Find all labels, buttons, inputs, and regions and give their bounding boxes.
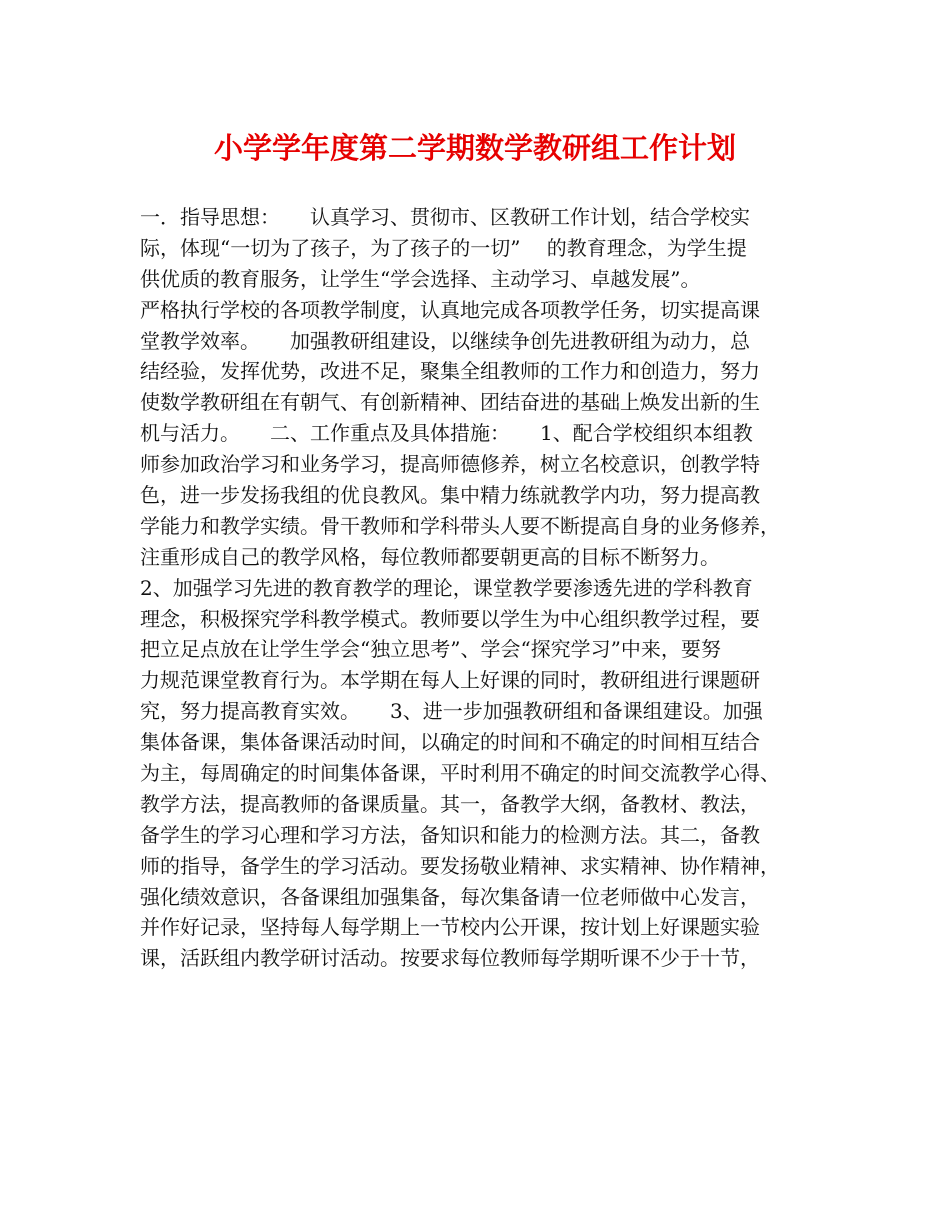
body-text-line: 课，活跃组内教学研讨活动。按要求每位教师每学期听课不少于十节， (140, 946, 760, 971)
body-text-line: 严格执行学校的各项教学制度，认真地完成各项教学任务，切实提高课 (140, 297, 760, 322)
body-text-line: 力规范课堂教育行为。本学期在每人上好课的同时，教研组进行课题研 (140, 668, 760, 693)
body-text-line: 色，进一步发扬我组的优良教风。集中精力练就教学内功，努力提高教 (140, 483, 760, 508)
body-text-line: 学能力和教学实绩。骨干教师和学科带头人要不断提高自身的业务修养， (140, 513, 780, 538)
body-text-line: 把立足点放在让学生学会“独立思考”、学会“探究学习”中来，要努 (140, 637, 721, 662)
document-body (140, 202, 820, 974)
body-text-line: 强化绩效意识，各备课组加强集备，每次集备请一位老师做中心发言， (140, 884, 760, 909)
body-text-line: 使数学教研组在有朝气、有创新精神、团结奋进的基础上焕发出新的生 (140, 390, 760, 415)
body-text-line: 理念，积极探究学科教学模式。教师要以学生为中心组织教学过程，要 (140, 606, 760, 631)
body-text-line: 教学方法，提高教师的备课质量。其一，备教学大纲，备教材、教法， (140, 791, 760, 816)
body-text-line: 为主，每周确定的时间集体备课，平时利用不确定的时间交流教学心得、 (140, 761, 780, 786)
body-text-line: 结经验，发挥优势，改进不足，聚集全组教师的工作力和创造力，努力 (140, 359, 760, 384)
body-text-line: 际，体现“一切为了孩子，为了孩子的一切” 的教育理念，为学生提 (140, 235, 747, 260)
body-text-line: 师参加政治学习和业务学习，提高师德修养，树立名校意识，创教学特 (140, 452, 760, 477)
body-text-line: 堂教学效率。 加强教研组建设，以继续争创先进教研组为动力，总 (140, 328, 750, 353)
body-text-line: 机与活力。 二、工作重点及具体措施： 1、配合学校组织本组教 (140, 421, 753, 446)
body-text-line: 注重形成自己的教学风格，每位教师都要朝更高的目标不断努力。 (140, 544, 720, 569)
body-text-line: 备学生的学习心理和学习方法，备知识和能力的检测方法。其二，备教 (140, 822, 760, 847)
body-text-line: 师的指导，备学生的学习活动。要发扬敬业精神、求实精神、协作精神， (140, 853, 780, 878)
document-title: 小学学年度第二学期数学教研组工作计划 (213, 131, 736, 165)
body-text-line: 供优质的教育服务，让学生“学会选择、主动学习、卓越发展”。 (140, 266, 701, 291)
body-text-line: 究，努力提高教育实效。 3、进一步加强教研组和备课组建设。加强 (140, 699, 763, 724)
body-text-line: 一．指导思想： 认真学习、贯彻市、区教研工作计划，结合学校实 (140, 205, 750, 229)
body-text-line: 2、加强学习先进的教育教学的理论，课堂教学要渗透先进的学科教育 (140, 575, 753, 600)
body-text-line: 集体备课，集体备课活动时间，以确定的时间和不确定的时间相互结合 (140, 730, 760, 755)
body-text-line: 并作好记录，坚持每人每学期上一节校内公开课，按计划上好课题实验 (140, 915, 760, 940)
